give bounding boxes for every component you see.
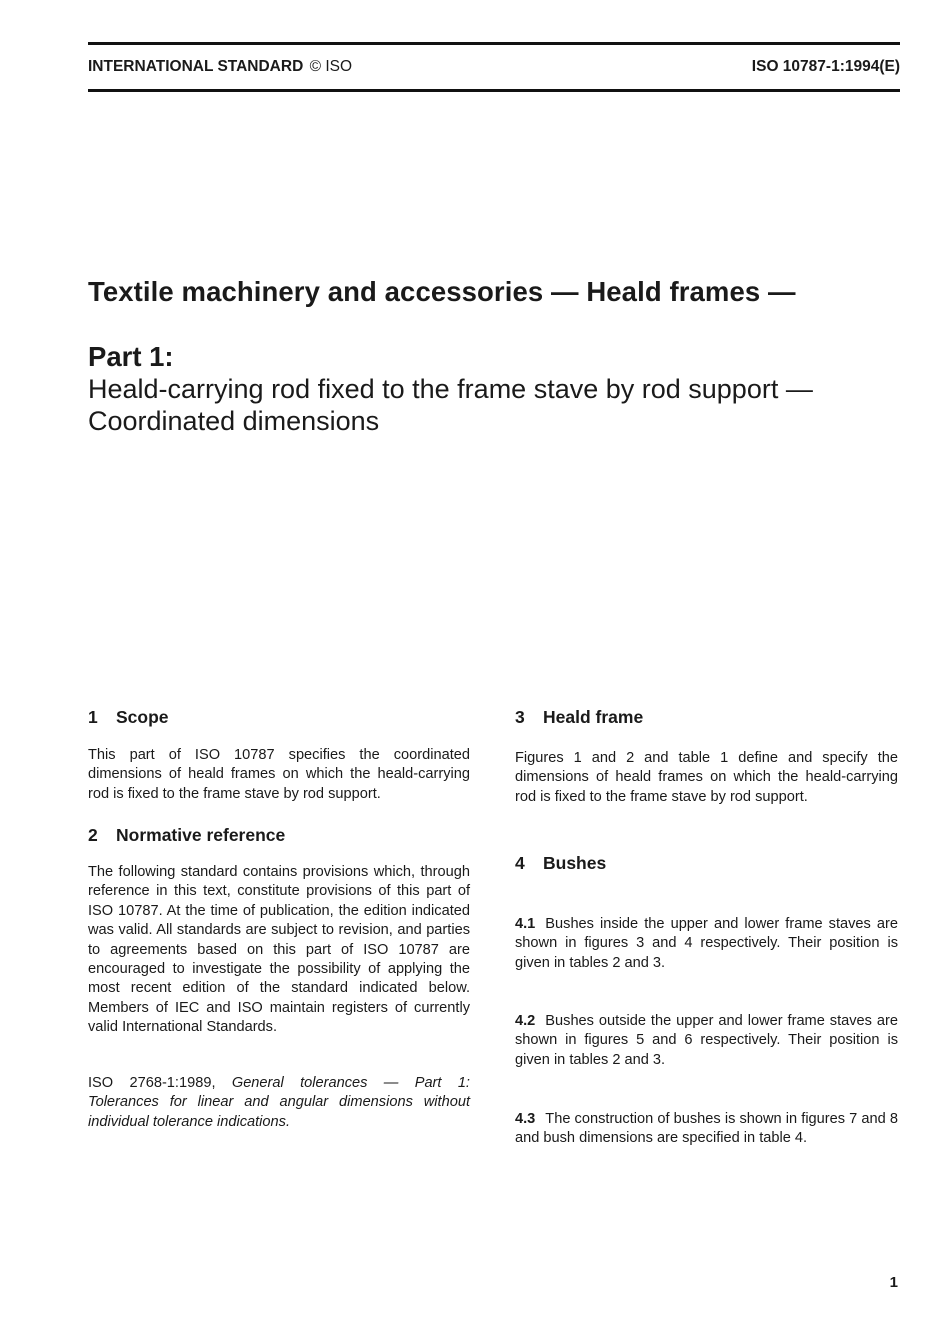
page-number: 1 [889,1274,898,1291]
reference-title: General tolerances — Part 1: Tolerances for linear and angular dimensions without individual tolerance indications. [88,1075,470,1130]
header-document-id: ISO 10787-1:1994(E) [751,58,900,75]
section-1-text: This part of ISO 10787 specifies the coordinated dimensions of heald frames on which the heald-carrying rod is fixed to the frame stave by rod support. [88,747,470,802]
reference-number: ISO 2768-1:1989, [88,1075,216,1091]
header-rule-top [88,42,900,45]
clause-text: Bushes inside the upper and lower frame staves are shown in figures 3 and 4 respectively. Their position is given in tables 2 and 3. [515,916,898,971]
clause-text: Bushes outside the upper and lower frame staves are shown in figures 5 and 6 respectively. Their position is given in tables 2 and 3. [515,1013,898,1068]
section-2-heading: 2 Normative reference [88,825,286,845]
section-3-heading: 3 Heald frame [515,707,644,727]
part-heading: Part 1: [88,341,174,372]
header-standard-label [88,58,352,76]
clause-number: 4.3 [515,1111,536,1127]
section-1-heading: 1 Scope [88,707,169,727]
clause-number: 4.1 [515,916,536,932]
clause-text: The construction of bushes is shown in figures 7 and 8 and bush dimensions are specified in table 4. [515,1111,898,1147]
section-2-text: The following standard contains provisions which, through reference in this text, constitute provisions of this part of ISO 10787. At the time of publication, the edition indicated was valid. All standards are subject to revision, and parties to agreements based on this part of ISO 10787 are encouraged to investigate the possibility of applying the most recent edition of the standard indicated below. Members of IEC and ISO maintain registers of currently valid International Standards. [88,864,470,1036]
clause-4-3 [515,1110,898,1149]
part-subtitle: Heald-carrying rod fixed to the frame stave by rod support — Coordinated dimensions [88,374,813,436]
clause-4-2 [515,1012,898,1070]
header-standard-type: INTERNATIONAL STANDARD [88,58,304,75]
normative-reference-entry [88,1074,470,1132]
section-4-heading: 4 Bushes [515,853,607,873]
document-title: Textile machinery and accessories — Heald frames — [88,276,796,307]
clause-number: 4.2 [515,1013,536,1029]
clause-4-1 [515,915,898,973]
header-rule-bottom [88,89,900,92]
header-copyright: © ISO [309,58,353,75]
section-3-text: Figures 1 and 2 and table 1 define and specify the dimensions of heald frames on which the heald-carrying rod is fixed to the frame stave by rod support. [515,750,898,805]
